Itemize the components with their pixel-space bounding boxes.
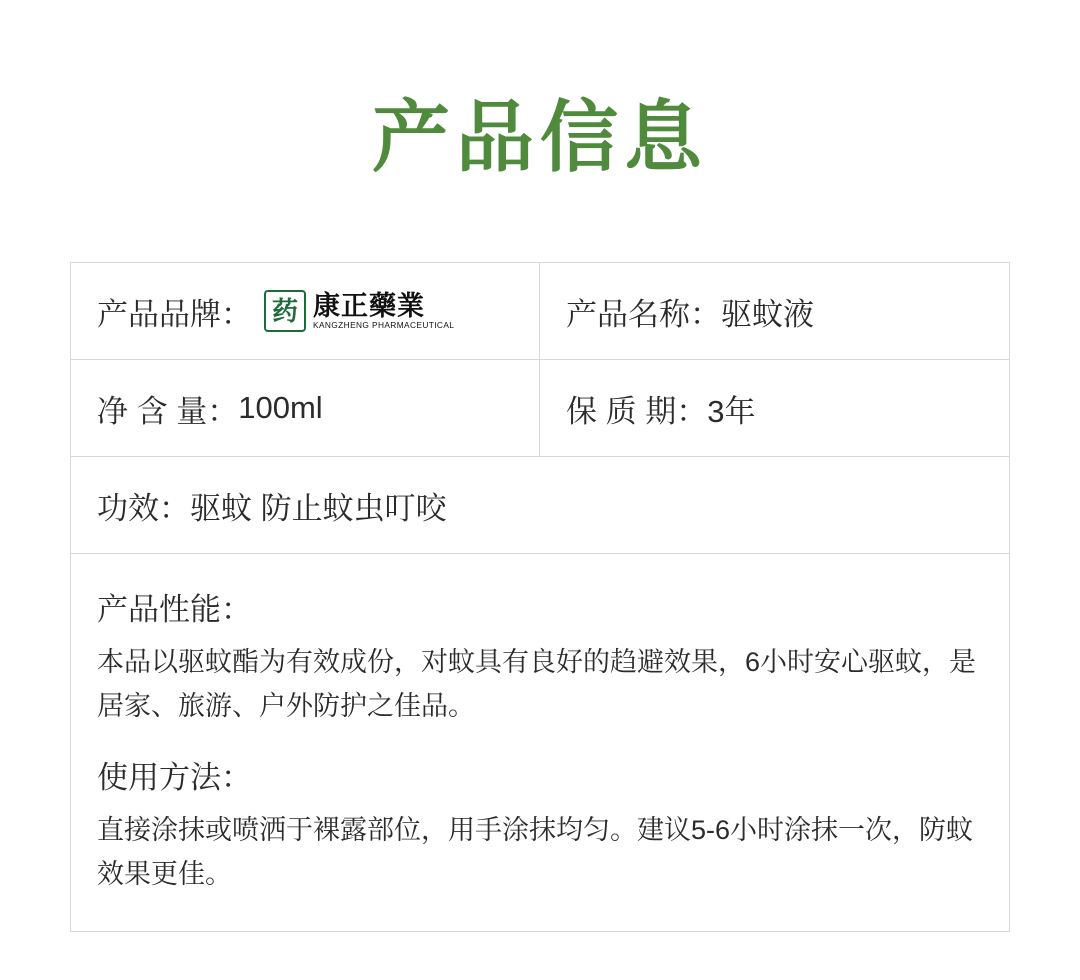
net-content-value: 100ml	[238, 390, 323, 425]
brand-logo-mark-icon: 药	[264, 290, 306, 332]
shelf-life-value: 3年	[707, 393, 756, 429]
brand-name-cn: 康正藥業	[313, 291, 425, 322]
product-info-table	[70, 262, 1010, 932]
usage-heading: 使用方法：	[97, 760, 252, 796]
usage-text: 直接涂抹或喷洒于裸露部位，用手涂抹均匀。建议5-6小时涂抹一次，防蚊效果更佳。	[97, 815, 974, 890]
description-cell	[71, 554, 1009, 931]
shelf-life-label: 保 质 期：	[566, 393, 708, 429]
product-name-label: 产品名称：	[566, 296, 721, 332]
brand-cell	[71, 263, 540, 359]
table-row	[71, 263, 1009, 360]
performance-heading: 产品性能：	[97, 592, 252, 627]
product-name-cell	[540, 263, 1009, 359]
shelf-life-cell	[540, 360, 1009, 456]
performance-text: 本品以驱蚊酯为有效成份，对蚊具有良好的趋避效果，6小时安心驱蚊，是居家、旅游、户外防护之佳品。	[97, 647, 977, 721]
table-row	[71, 554, 1009, 931]
table-row	[71, 360, 1009, 457]
net-content-cell	[71, 360, 540, 456]
effect-value: 驱蚊 防止蚊虫叮咬	[190, 490, 447, 526]
table-row	[71, 457, 1009, 554]
product-name-value: 驱蚊液	[721, 296, 814, 332]
brand-logo	[264, 290, 457, 332]
net-content-label: 净 含 量：	[97, 393, 239, 429]
effect-label: 功效：	[97, 490, 190, 526]
effect-cell	[71, 457, 1009, 553]
brand-name-en: KANGZHENG PHARMACEUTICAL	[313, 319, 455, 330]
page-title: 产品信息	[371, 93, 708, 181]
brand-logo-text	[313, 292, 457, 329]
brand-label: 产品品牌：	[97, 296, 252, 332]
